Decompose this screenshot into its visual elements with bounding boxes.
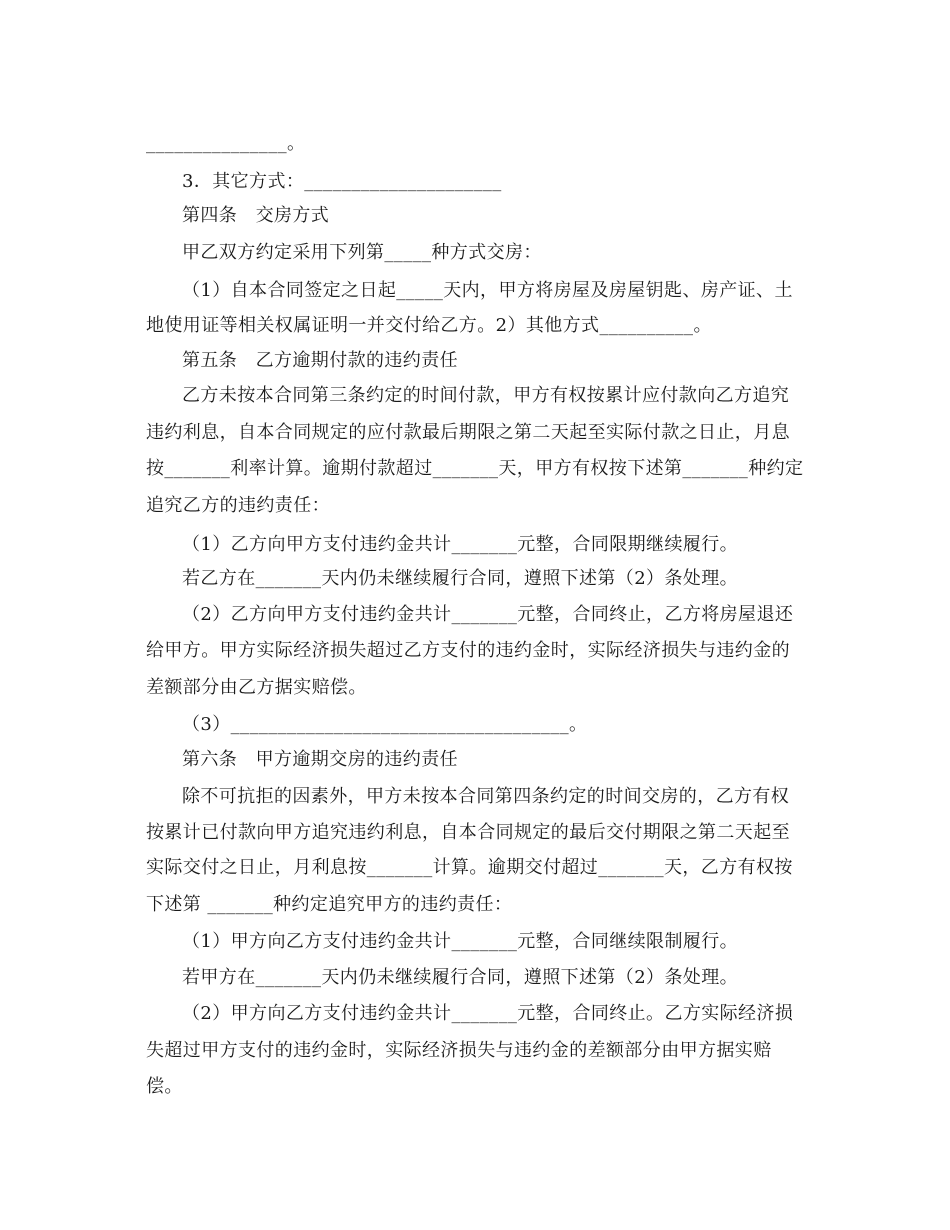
- text-line: 除不可抗拒的因素外，甲方未按本合同第四条约定的时间交房的，乙方有权: [182, 786, 790, 807]
- text-line: 甲乙双方约定采用下列第_____种方式交房：: [182, 242, 542, 263]
- text-line: （2）甲方向乙方支付违约金共计_______元整，合同终止。乙方实际经济损: [182, 1003, 794, 1024]
- text-line: （2）乙方向甲方支付违约金共计_______元整，合同终止，乙方将房屋退还: [182, 604, 794, 625]
- text-line: 违约利息，自本合同规定的应付款最后期限之第二天起至实际付款之日止，月息: [146, 422, 790, 443]
- text-line: 乙方未按本合同第三条约定的时间付款，甲方有权按累计应付款向乙方追究: [182, 385, 790, 406]
- text-line: 实际交付之日止，月利息按_______计算。逾期交付超过_______天，乙方有权按: [146, 857, 793, 878]
- section-heading: 第五条 乙方逾期付款的违约责任: [182, 350, 458, 371]
- text-line: 失超过甲方支付的违约金时，实际经济损失与违约金的差额部分由甲方据实赔: [146, 1040, 772, 1061]
- text-line: 偿。: [146, 1076, 183, 1097]
- text-line: 给甲方。甲方实际经济损失超过乙方支付的违约金时，实际经济损失与违约金的: [146, 640, 790, 661]
- text-line: 按_______利率计算。逾期付款超过_______天，甲方有权按下述第_______种约定: [146, 458, 804, 479]
- text-line: 地使用证等相关权属证明一并交付给乙方。2）其他方式__________。: [146, 315, 712, 336]
- text-line: 下述第 _______种约定追究甲方的违约责任：: [146, 894, 513, 915]
- section-heading: 第四条 交房方式: [182, 205, 330, 226]
- text-line: （1）甲方向乙方支付违约金共计_______元整，合同继续限制履行。: [182, 931, 739, 952]
- text-line: 差额部分由乙方据实赔偿。: [146, 677, 367, 698]
- text-line: 若甲方在_______天内仍未继续履行合同，遵照下述第（2）条处理。: [182, 967, 739, 988]
- text-line: 3．其它方式：_____________________: [182, 171, 502, 192]
- section-heading: 第六条 甲方逾期交房的违约责任: [182, 749, 458, 770]
- text-line: （1）自本合同签定之日起_____天内，甲方将房屋及房屋钥匙、房产证、土: [182, 280, 793, 301]
- text-line: （1）乙方向甲方支付违约金共计_______元整，合同限期继续履行。: [182, 534, 739, 555]
- text-line: 若乙方在_______天内仍未继续履行合同，遵照下述第（2）条处理。: [182, 568, 739, 589]
- text-line: 追究乙方的违约责任：: [146, 495, 330, 516]
- text-line: （3）____________________________________。: [182, 714, 588, 735]
- text-line: _______________。: [146, 133, 306, 154]
- text-line: 按累计已付款向甲方追究违约利息，自本合同规定的最后交付期限之第二天起至: [146, 822, 790, 843]
